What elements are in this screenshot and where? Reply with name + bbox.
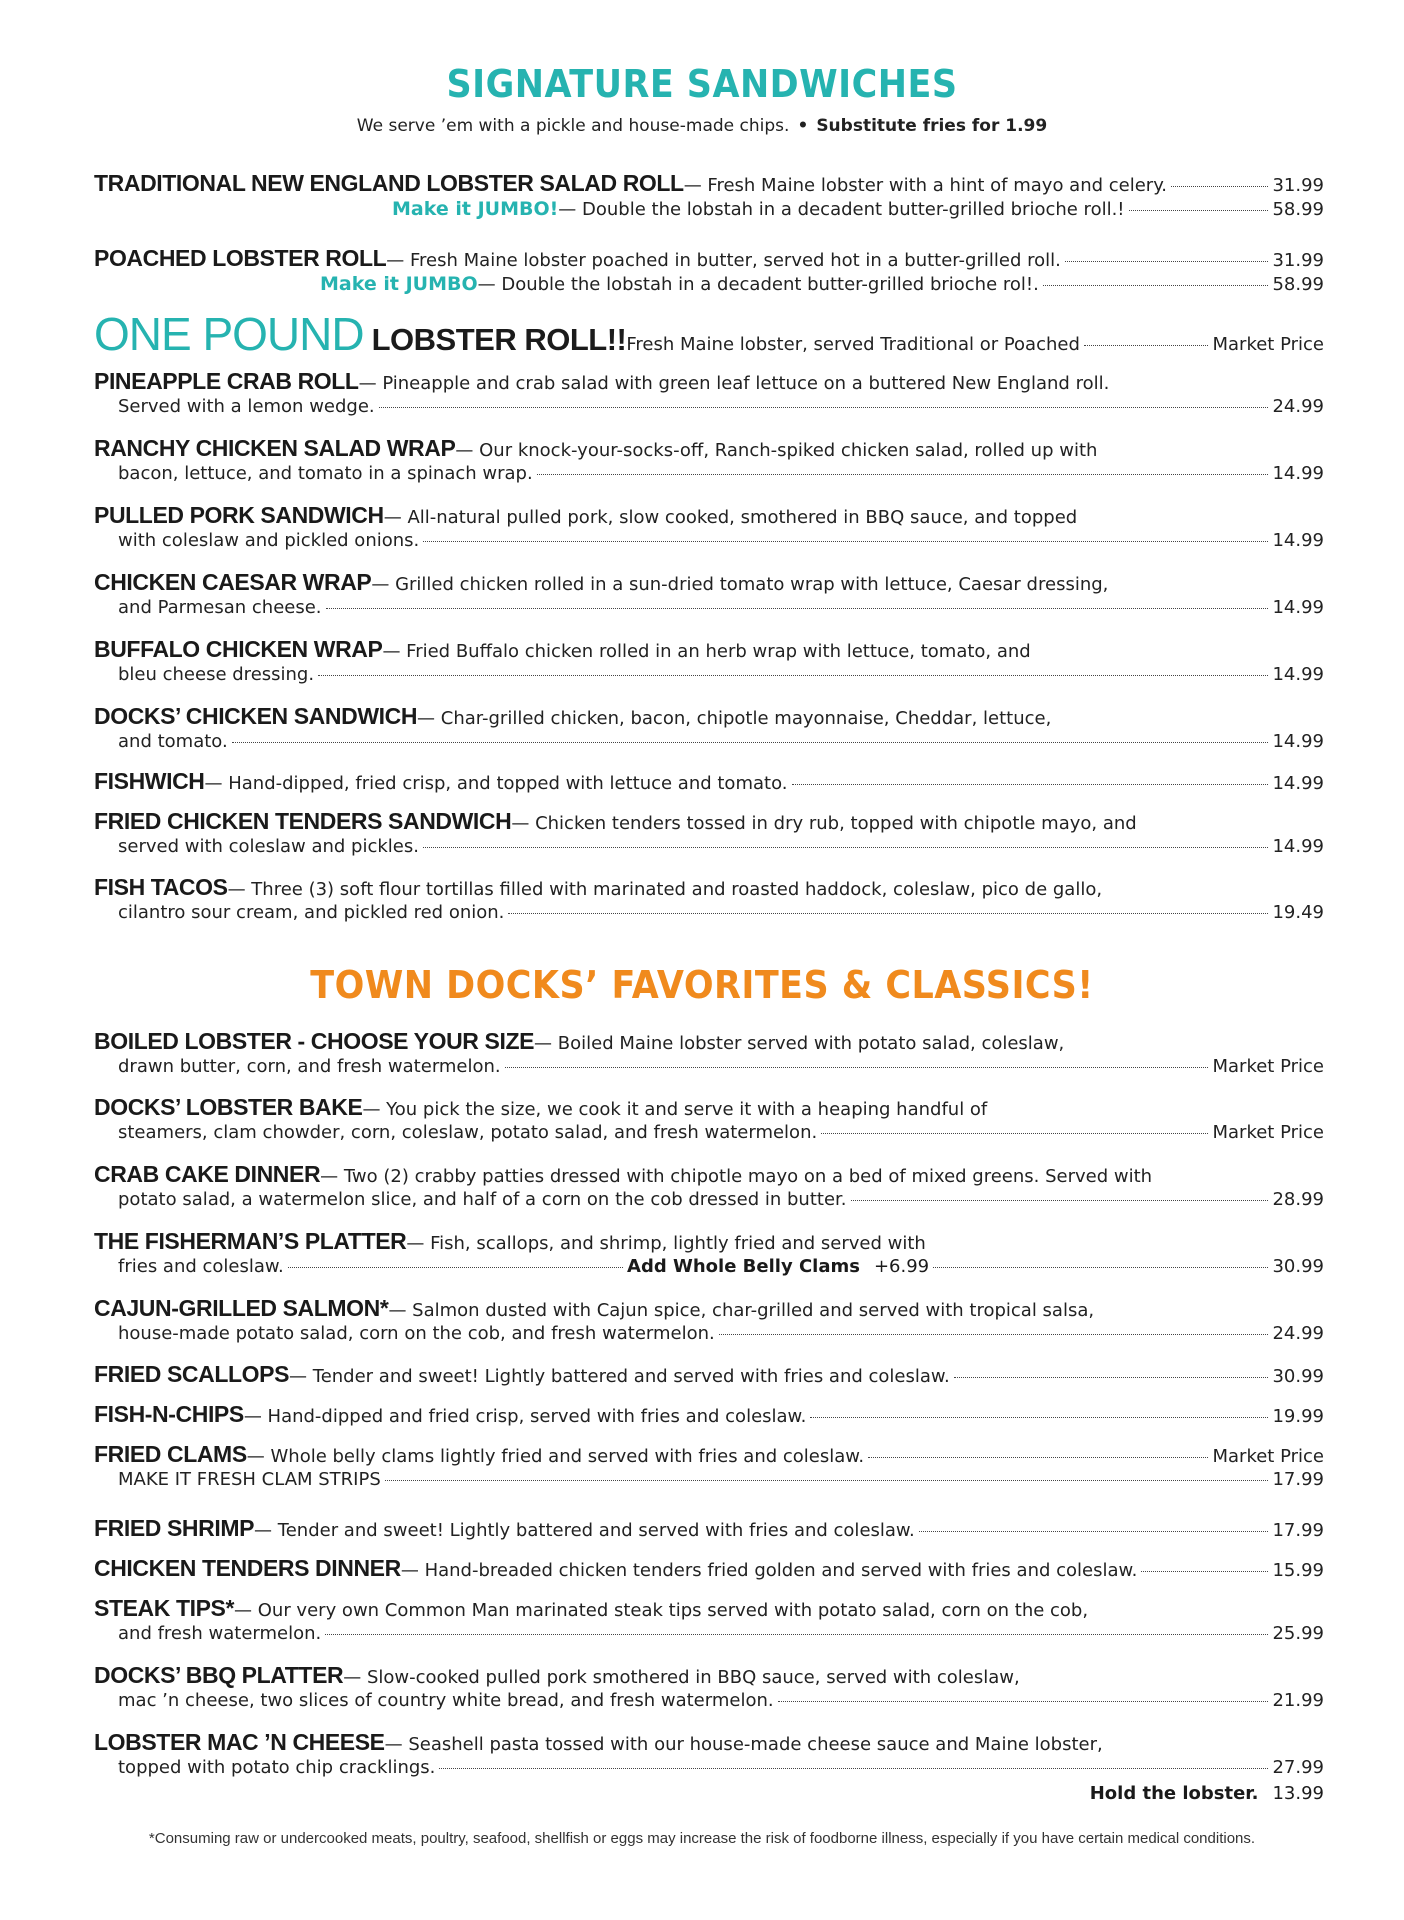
- item-description-cont: potato salad, a watermelon slice, and half of a corn on the cob dressed in butter.: [118, 1189, 847, 1210]
- item-price: 14.99: [1272, 773, 1324, 794]
- item-description: — Fried Buffalo chicken rolled in an herb wrap with lettuce, tomato, and: [382, 641, 1031, 662]
- item-description: — Our knock-your-socks-off, Ranch-spiked chicken salad, rolled up with: [455, 440, 1098, 461]
- item-description-cont: steamers, clam chowder, corn, coleslaw, potato salad, and fresh watermelon.: [118, 1122, 818, 1143]
- item-description: — You pick the size, we cook it and serve it with a heaping handful of: [362, 1099, 988, 1120]
- item-description-cont: drawn butter, corn, and fresh watermelon.: [118, 1056, 501, 1077]
- item-name: FISHWICH: [94, 768, 205, 794]
- item-price: 27.99: [1272, 1757, 1324, 1778]
- item-description: — Fish, scallops, and shrimp, lightly fried and served with: [406, 1233, 926, 1254]
- item-description: — Our very own Common Man marinated steak tips served with potato salad, corn on the cob,: [234, 1600, 1089, 1621]
- hold-lobster-label: Hold the lobster.: [1089, 1783, 1259, 1804]
- item-price: 24.99: [1272, 1323, 1324, 1344]
- menu-item: [94, 1028, 1324, 1080]
- item-price: 30.99: [1272, 1256, 1324, 1277]
- menu-item: [94, 569, 1324, 621]
- item-name: CHICKEN CAESAR WRAP: [94, 569, 372, 595]
- menu-item: [94, 368, 1324, 420]
- item-price: 21.99: [1272, 1690, 1324, 1711]
- item-name: DOCKS’ LOBSTER BAKE: [94, 1094, 363, 1120]
- item-price: 58.99: [1272, 274, 1324, 295]
- item-description: — Char-grilled chicken, bacon, chipotle mayonnaise, Cheddar, lettuce,: [417, 708, 1052, 729]
- item-description-cont: fries and coleslaw.: [118, 1256, 284, 1277]
- menu-item: [94, 1401, 1324, 1427]
- item-price: 14.99: [1272, 664, 1324, 685]
- item-description: — Two (2) crabby patties dressed with chipotle mayo on a bed of mixed greens. Served with: [320, 1166, 1153, 1187]
- signature-subtitle: [0, 116, 1404, 136]
- item-name: RANCHY CHICKEN SALAD WRAP: [94, 435, 456, 461]
- item-price: 15.99: [1272, 1560, 1324, 1581]
- item-description: — Seashell pasta tossed with our house-made cheese sauce and Maine lobster,: [384, 1734, 1103, 1755]
- addon-label: Add Whole Belly Clams: [627, 1256, 860, 1277]
- menu-item: [94, 502, 1324, 554]
- menu-item: [94, 1595, 1324, 1647]
- item-name: POACHED LOBSTER ROLL: [94, 245, 387, 271]
- item-description: — Pineapple and crab salad with green leaf lettuce on a buttered New England roll.: [358, 373, 1110, 394]
- addon-price: +6.99: [873, 1256, 930, 1277]
- item-description: — Hand-dipped and fried crisp, served with fries and coleslaw.: [243, 1406, 807, 1427]
- item-name: PULLED PORK SANDWICH: [94, 502, 384, 528]
- menu-item: [94, 808, 1324, 860]
- item-description-cont: mac ’n cheese, two slices of country white bread, and fresh watermelon.: [118, 1690, 774, 1711]
- item-name: BUFFALO CHICKEN WRAP: [94, 636, 383, 662]
- menu-item: [94, 1515, 1324, 1541]
- menu-item: [94, 435, 1324, 487]
- item-description-cont: topped with potato chip cracklings.: [118, 1757, 436, 1778]
- jumbo-label: Make it JUMBO!: [392, 198, 559, 220]
- menu-item: [94, 245, 1324, 297]
- item-name: THE FISHERMAN’S PLATTER: [94, 1228, 407, 1254]
- bullet: •: [797, 116, 809, 136]
- item-description: — Double the lobstah in a decadent butter-grilled brioche roll.!: [558, 199, 1125, 220]
- menu-item: [94, 1729, 1324, 1807]
- menu-item: [94, 703, 1324, 755]
- item-description-cont: Served with a lemon wedge.: [118, 396, 375, 417]
- item-description: — Boiled Maine lobster served with potato salad, coleslaw,: [534, 1033, 1065, 1054]
- item-name: FRIED SHRIMP: [94, 1515, 255, 1541]
- item-name: FISH TACOS: [94, 874, 228, 900]
- signature-sandwiches-title: SIGNATURE SANDWICHES: [446, 62, 958, 106]
- menu-item: [94, 1441, 1324, 1493]
- menu-item: [94, 1228, 1324, 1280]
- item-description-cont: and tomato.: [118, 731, 228, 752]
- item-price: 14.99: [1272, 597, 1324, 618]
- item-description: — Fresh Maine lobster poached in butter, served hot in a butter-grilled roll.: [386, 250, 1061, 271]
- item-sub-option: MAKE IT FRESH CLAM STRIPS: [118, 1469, 381, 1490]
- substitute-note: Substitute fries for 1.99: [816, 116, 1048, 136]
- item-name: LOBSTER MAC ’N CHEESE: [94, 1729, 385, 1755]
- menu-item: [94, 1094, 1324, 1146]
- item-description-cont: house-made potato salad, corn on the cob, and fresh watermelon.: [118, 1323, 715, 1344]
- menu-item: [94, 1662, 1324, 1714]
- item-description: — Grilled chicken rolled in a sun-dried tomato wrap with lettuce, Caesar dressing,: [371, 574, 1109, 595]
- item-price: 58.99: [1272, 199, 1324, 220]
- item-price: 14.99: [1272, 836, 1324, 857]
- item-name: TRADITIONAL NEW ENGLAND LOBSTER SALAD ROLL: [94, 170, 684, 196]
- menu-item: [94, 1295, 1324, 1347]
- item-name: FRIED CHICKEN TENDERS SANDWICH: [94, 808, 512, 834]
- item-price: 24.99: [1272, 396, 1324, 417]
- item-description-cont: and fresh watermelon.: [118, 1623, 322, 1644]
- item-description: Fresh Maine lobster, served Traditional or Poached: [626, 334, 1080, 355]
- menu-item: [94, 768, 1324, 794]
- item-price: 31.99: [1272, 175, 1324, 196]
- item-description: — Tender and sweet! Lightly battered and served with fries and coleslaw.: [254, 1520, 915, 1541]
- item-description: — Tender and sweet! Lightly battered and served with fries and coleslaw.: [289, 1366, 950, 1387]
- subtitle-text: We serve ’em with a pickle and house-made chips.: [356, 116, 790, 136]
- item-description-cont: with coleslaw and pickled onions.: [118, 530, 420, 551]
- hold-lobster-price: 13.99: [1272, 1783, 1324, 1804]
- item-price: Market Price: [1212, 1446, 1324, 1467]
- item-name: CAJUN-GRILLED SALMON*: [94, 1295, 389, 1321]
- item-price: 14.99: [1272, 731, 1324, 752]
- item-price: Market Price: [1212, 1122, 1324, 1143]
- menu-item: [94, 874, 1324, 926]
- item-description-cont: cilantro sour cream, and pickled red onion.: [118, 902, 505, 923]
- item-name: DOCKS’ BBQ PLATTER: [94, 1662, 344, 1688]
- item-description-cont: served with coleslaw and pickles.: [118, 836, 419, 857]
- item-price: 28.99: [1272, 1189, 1324, 1210]
- item-name: STEAK TIPS*: [94, 1595, 235, 1621]
- item-name: FRIED SCALLOPS: [94, 1361, 290, 1387]
- item-description-cont: and Parmesan cheese.: [118, 597, 322, 618]
- menu-item: [94, 308, 1324, 360]
- item-name: FRIED CLAMS: [94, 1441, 247, 1467]
- item-price: Market Price: [1212, 334, 1324, 355]
- one-pound-label: ONE POUND: [94, 308, 364, 360]
- menu-item: [94, 1361, 1324, 1387]
- menu-item: [94, 636, 1324, 688]
- item-description: — Chicken tenders tossed in dry rub, topped with chipotle mayo, and: [511, 813, 1137, 834]
- item-name: BOILED LOBSTER - CHOOSE YOUR SIZE: [94, 1028, 535, 1054]
- menu-item: [94, 1555, 1324, 1581]
- item-description: — Fresh Maine lobster with a hint of mayo and celery.: [683, 175, 1168, 196]
- item-price: 31.99: [1272, 250, 1324, 271]
- item-price: 17.99: [1272, 1469, 1324, 1490]
- item-price: 30.99: [1272, 1366, 1324, 1387]
- menu-item: [94, 170, 1324, 222]
- item-name: LOBSTER ROLL!!: [371, 322, 627, 357]
- item-description: — Whole belly clams lightly fried and served with fries and coleslaw.: [246, 1446, 865, 1467]
- item-description: — Slow-cooked pulled pork smothered in BBQ sauce, served with coleslaw,: [343, 1667, 1020, 1688]
- item-description: — Double the lobstah in a decadent butter-grilled brioche rol!.: [477, 274, 1039, 295]
- menu-item: [94, 1161, 1324, 1213]
- item-price: 14.99: [1272, 530, 1324, 551]
- item-price: Market Price: [1212, 1056, 1324, 1077]
- item-description: — Hand-breaded chicken tenders fried golden and served with fries and coleslaw.: [400, 1560, 1138, 1581]
- item-description: — All-natural pulled pork, slow cooked, smothered in BBQ sauce, and topped: [383, 507, 1078, 528]
- item-description-cont: bleu cheese dressing.: [118, 664, 315, 685]
- item-description-cont: bacon, lettuce, and tomato in a spinach wrap.: [118, 463, 533, 484]
- item-name: FISH-N-CHIPS: [94, 1401, 244, 1427]
- item-description: — Three (3) soft flour tortillas filled with marinated and roasted haddock, coleslaw, pico de gallo,: [227, 879, 1103, 900]
- item-price: 19.99: [1272, 1406, 1324, 1427]
- item-price: 17.99: [1272, 1520, 1324, 1541]
- item-name: PINEAPPLE CRAB ROLL: [94, 368, 359, 394]
- food-safety-disclaimer: *Consuming raw or undercooked meats, poultry, seafood, shellfish or eggs may increase the risk of foodborne illness, especially if you have certain medical conditions.: [148, 1830, 1256, 1847]
- favorites-title: TOWN DOCKS’ FAVORITES & CLASSICS!: [310, 963, 1094, 1007]
- item-price: 25.99: [1272, 1623, 1324, 1644]
- item-price: 19.49: [1272, 902, 1324, 923]
- item-description: — Salmon dusted with Cajun spice, char-grilled and served with tropical salsa,: [388, 1300, 1095, 1321]
- item-name: DOCKS’ CHICKEN SANDWICH: [94, 703, 418, 729]
- item-description: — Hand-dipped, fried crisp, and topped with lettuce and tomato.: [204, 773, 788, 794]
- item-price: 14.99: [1272, 463, 1324, 484]
- jumbo-label: Make it JUMBO: [320, 273, 478, 295]
- item-name: CRAB CAKE DINNER: [94, 1161, 321, 1187]
- item-name: CHICKEN TENDERS DINNER: [94, 1555, 401, 1581]
